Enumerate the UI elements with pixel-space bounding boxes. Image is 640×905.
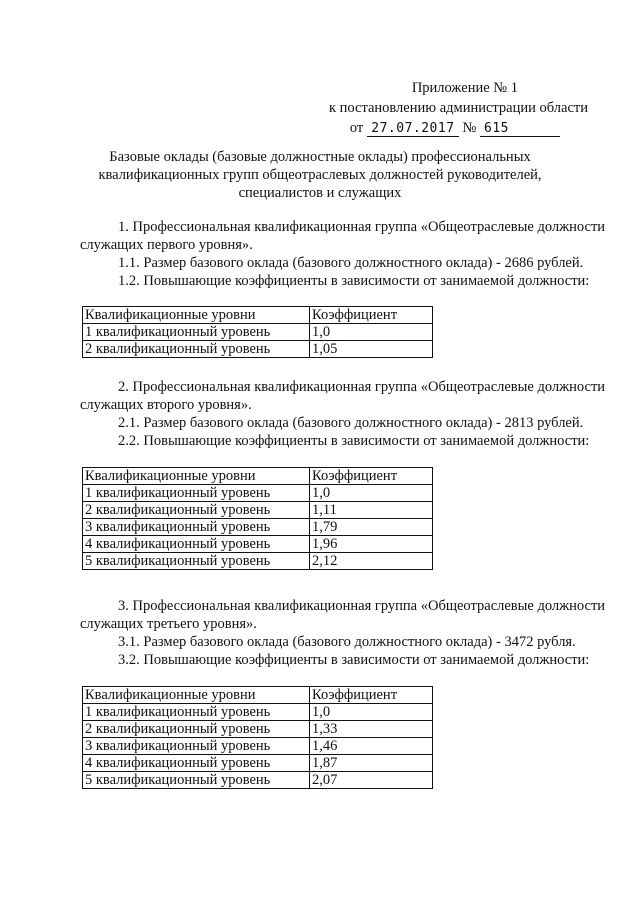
table-row: [83, 536, 433, 553]
level-cell: 1 квалификационный уровень: [83, 485, 310, 502]
decree-number: 615: [480, 121, 560, 137]
coef-cell: 1,33: [310, 721, 433, 738]
table-row: [83, 721, 433, 738]
table-row: [83, 341, 433, 358]
col-header-levels: Квалификационные уровни: [83, 307, 310, 324]
title-line: Базовые оклады (базовые должностные оклады) профессиональных: [109, 149, 531, 165]
table-header-row: [83, 468, 433, 485]
from-label: от: [349, 120, 364, 136]
level-cell: 3 квалификационный уровень: [83, 519, 310, 536]
level-cell: 4 квалификационный уровень: [83, 755, 310, 772]
level-cell: 3 квалификационный уровень: [83, 738, 310, 755]
table-row: [83, 738, 433, 755]
table-row: [83, 553, 433, 570]
salary-text: 3.1. Размер базового оклада (базового должностного оклада) - 3472 рубля.: [118, 634, 576, 650]
salary-text: 1.1. Размер базового оклада (базового должностного оклада) - 2686 рублей.: [118, 255, 584, 271]
table-header-row: [83, 687, 433, 704]
level-cell: 5 квалификационный уровень: [83, 772, 310, 789]
table-row: [83, 485, 433, 502]
coef-note: 1.2. Повышающие коэффициенты в зависимости от занимаемой должности:: [118, 273, 590, 289]
appendix-date-number: [329, 118, 588, 138]
appendix-header: [329, 78, 588, 138]
table-row: [83, 502, 433, 519]
section-2: [80, 378, 615, 450]
coef-cell: 1,96: [310, 536, 433, 553]
coef-cell: 1,0: [310, 704, 433, 721]
coef-table-1: [82, 306, 433, 358]
level-cell: 2 квалификационный уровень: [83, 721, 310, 738]
coef-table-2: [82, 467, 433, 570]
col-header-coef: Коэффициент: [310, 687, 433, 704]
coef-cell: 2,07: [310, 772, 433, 789]
section-heading-cont: служащих первого уровня».: [80, 237, 253, 253]
level-cell: 1 квалификационный уровень: [83, 704, 310, 721]
section-heading-cont: служащих третьего уровня».: [80, 616, 257, 632]
coef-cell: 1,46: [310, 738, 433, 755]
level-cell: 4 квалификационный уровень: [83, 536, 310, 553]
appendix-title: Приложение № 1: [411, 80, 518, 96]
salary-text: 2.1. Размер базового оклада (базового должностного оклада) - 2813 рублей.: [118, 415, 584, 431]
table-row: [83, 324, 433, 341]
table-row: [83, 755, 433, 772]
level-cell: 5 квалификационный уровень: [83, 553, 310, 570]
col-header-coef: Коэффициент: [310, 468, 433, 485]
table-row: [83, 519, 433, 536]
coef-cell: 1,05: [310, 341, 433, 358]
appendix-subtitle: к постановлению администрации области: [328, 100, 588, 116]
section-heading-cont: служащих второго уровня».: [80, 397, 252, 413]
coef-cell: 1,0: [310, 485, 433, 502]
table-row: [83, 772, 433, 789]
coef-cell: 2,12: [310, 553, 433, 570]
title-line: квалификационных групп общеотраслевых должностей руководителей,: [98, 167, 542, 183]
level-cell: 1 квалификационный уровень: [83, 324, 310, 341]
coef-table-3: [82, 686, 433, 789]
coef-cell: 1,87: [310, 755, 433, 772]
coef-cell: 1,79: [310, 519, 433, 536]
col-header-coef: Коэффициент: [310, 307, 433, 324]
level-cell: 2 квалификационный уровень: [83, 341, 310, 358]
section-heading: 3. Профессиональная квалификационная группа «Общеотраслевые должности: [118, 598, 606, 614]
section-1: [80, 218, 615, 290]
decree-date: 27.07.2017: [367, 121, 459, 137]
col-header-levels: Квалификационные уровни: [83, 468, 310, 485]
table-header-row: [83, 307, 433, 324]
section-3: [80, 597, 615, 669]
coef-note: 2.2. Повышающие коэффициенты в зависимости от занимаемой должности:: [118, 433, 590, 449]
level-cell: 2 квалификационный уровень: [83, 502, 310, 519]
coef-cell: 1,0: [310, 324, 433, 341]
title-line: специалистов и служащих: [238, 185, 402, 201]
coef-cell: 1,11: [310, 502, 433, 519]
section-heading: 1. Профессиональная квалификационная группа «Общеотраслевые должности: [118, 219, 606, 235]
document-title: [60, 148, 580, 202]
number-label: №: [462, 120, 477, 136]
section-heading: 2. Профессиональная квалификационная группа «Общеотраслевые должности: [118, 379, 606, 395]
table-row: [83, 704, 433, 721]
col-header-levels: Квалификационные уровни: [83, 687, 310, 704]
coef-note: 3.2. Повышающие коэффициенты в зависимости от занимаемой должности:: [118, 652, 590, 668]
